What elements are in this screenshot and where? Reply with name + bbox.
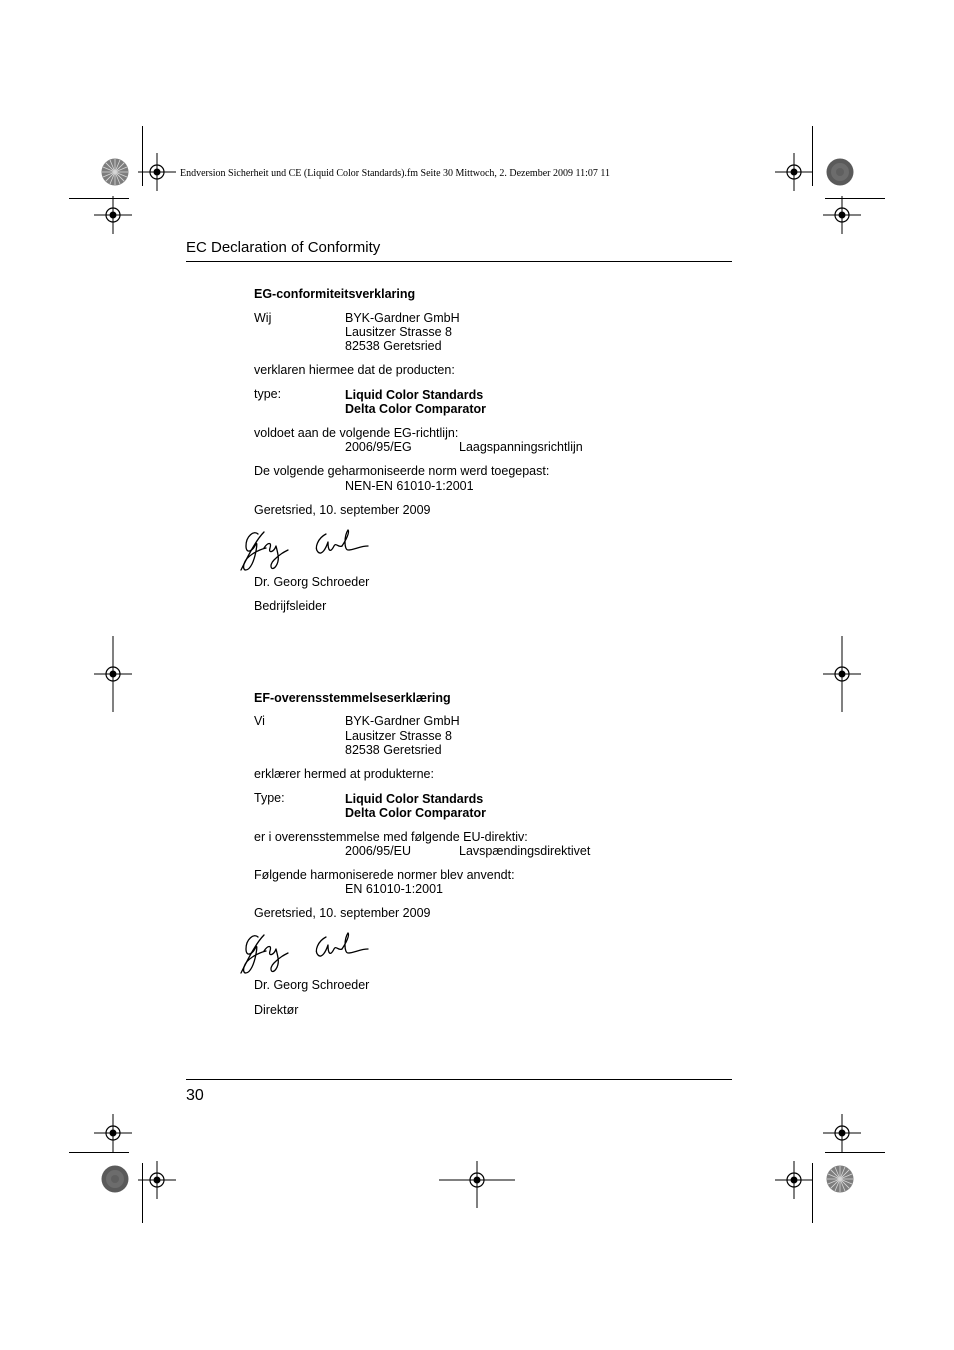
signatory-name: Dr. Georg Schroeder [254,575,370,589]
declare-text: erklærer hermed at produkterne: [254,767,434,781]
section-heading: EG-conformiteitsverklaring [254,287,416,301]
section-heading: EF-overensstemmelseserklæring [254,691,451,705]
norm-intro: Følgende harmoniserede normer blev anvendt: [254,868,515,882]
place-date: Geretsried, 10. september 2009 [254,503,431,517]
footer-rule [186,1079,732,1080]
registration-mark-icon [458,1161,496,1199]
directive-code: 2006/95/EG [345,440,412,454]
norm-value: NEN-EN 61010-1:2001 [345,479,474,493]
directive-intro: voldoet aan de volgende EG-richtlijn: [254,426,459,440]
registration-mark-icon [823,196,861,234]
registration-mark-icon [775,1161,813,1199]
type-label: type: [254,387,282,401]
registration-mark-icon [94,1114,132,1152]
norm-value: EN 61010-1:2001 [345,882,443,896]
company-city: 82538 Geretsried [345,743,442,757]
directive-name: Laagspanningsrichtlijn [459,440,583,454]
signatory-role: Direktør [254,1003,299,1017]
we-label: Vi [254,714,265,728]
product-name: Delta Color Comparator [345,806,486,820]
company-city: 82538 Geretsried [345,339,442,353]
product-name: Liquid Color Standards [345,388,484,402]
page-title: EC Declaration of Conformity [186,239,381,256]
company-street: Lausitzer Strasse 8 [345,729,452,743]
signatory-role: Bedrijfsleider [254,599,327,613]
registration-mark-icon [823,655,861,693]
starburst-target-icon [826,1165,854,1193]
signatory-name: Dr. Georg Schroeder [254,978,370,992]
company-name: BYK-Gardner GmbH [345,311,460,325]
registration-mark-icon [94,196,132,234]
registration-mark-icon [138,153,176,191]
type-label: Type: [254,791,285,805]
page-number: 30 [186,1087,204,1104]
signature-image [238,929,373,977]
company-street: Lausitzer Strasse 8 [345,325,452,339]
company-name: BYK-Gardner GmbH [345,714,460,728]
we-label: Wij [254,311,272,325]
starburst-target-icon [101,158,129,186]
header-rule [186,261,732,262]
signature-image [238,526,373,574]
file-info-line: Endversion Sicherheit und CE (Liquid Color Standards).fm Seite 30 Mittwoch, 2. Dezember 2009 11:07 11 [180,168,611,179]
declare-text: verklaren hiermee dat de producten: [254,363,455,377]
directive-intro: er i overensstemmelse med følgende EU-direktiv: [254,830,528,844]
product-name: Liquid Color Standards [345,792,484,806]
norm-intro: De volgende geharmoniseerde norm werd toegepast: [254,464,550,478]
crop-line [825,1152,885,1153]
directive-code: 2006/95/EU [345,844,412,858]
crop-line [69,1152,129,1153]
registration-mark-icon [94,655,132,693]
product-name: Delta Color Comparator [345,402,486,416]
gray-target-icon [101,1165,129,1193]
directive-name: Lavspændingsdirektivet [459,844,591,858]
registration-mark-icon [138,1161,176,1199]
registration-mark-icon [823,1114,861,1152]
gray-target-icon [826,158,854,186]
place-date: Geretsried, 10. september 2009 [254,906,431,920]
registration-mark-icon [775,153,813,191]
